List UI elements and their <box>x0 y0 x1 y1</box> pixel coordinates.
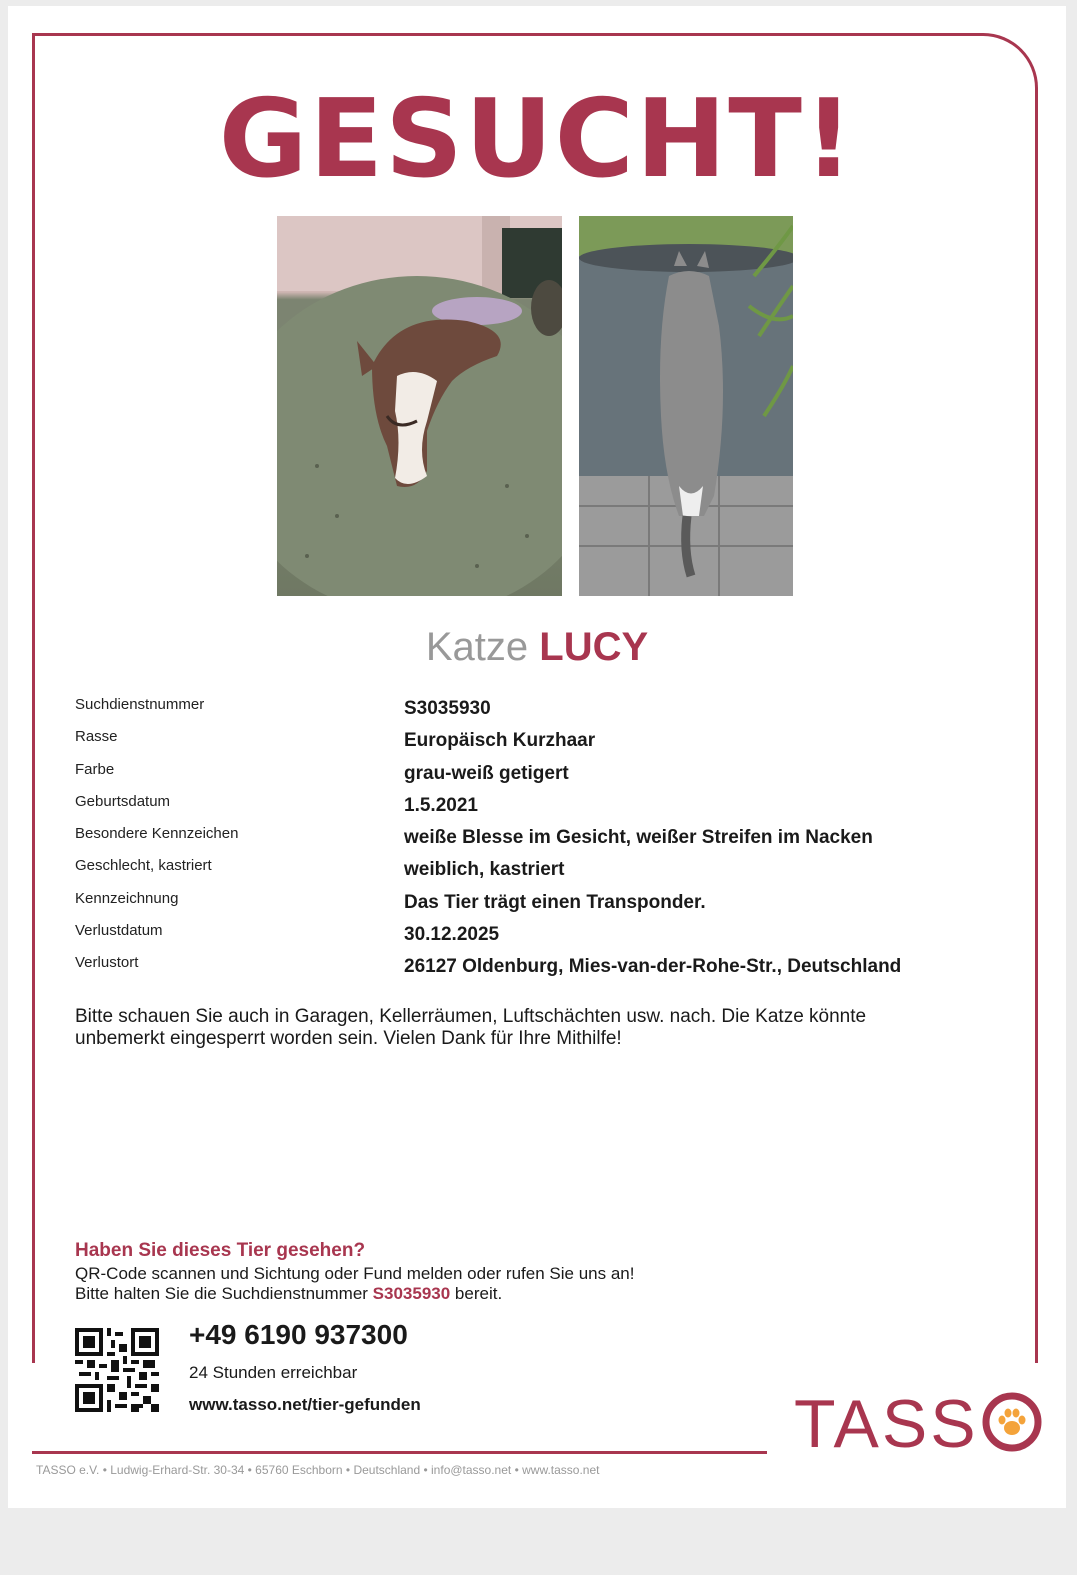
contact-reference <box>75 1284 502 1304</box>
contact-heading: Haben Sie dieses Tier gesehen? <box>75 1240 366 1261</box>
detail-label: Besondere Kennzeichen <box>75 825 239 843</box>
detail-row <box>75 890 975 922</box>
detail-row <box>75 728 975 760</box>
contact-website-link[interactable]: www.tasso.net/tier-gefunden <box>189 1395 421 1414</box>
detail-label: Farbe <box>75 760 115 778</box>
tasso-logo <box>794 1386 1043 1462</box>
cat-photo-standing <box>579 216 793 596</box>
poster-page <box>8 6 1066 1508</box>
detail-label: Geburtsdatum <box>75 792 171 810</box>
contact-availability: 24 Stunden erreichbar <box>189 1363 358 1382</box>
footer-address: TASSO e.V. • Ludwig-Erhard-Str. 30-34 • 65760 Eschborn • Deutschland • info@tasso.net • www.tasso.net <box>36 1463 600 1477</box>
detail-label: Verlustdatum <box>75 922 163 940</box>
detail-label: Rasse <box>75 728 118 746</box>
detail-value: S3035930 <box>404 698 491 719</box>
contact-reference-post: bereit. <box>450 1284 503 1303</box>
details-table <box>75 696 975 987</box>
contact-phone[interactable]: +49 6190 937300 <box>189 1319 408 1350</box>
detail-value: 26127 Oldenburg, Mies-van-der-Rohe-Str., Deutschland <box>404 956 902 978</box>
qr-code-icon[interactable] <box>75 1328 159 1412</box>
detail-label: Verlustort <box>75 954 139 972</box>
detail-row <box>75 857 975 889</box>
detail-label: Kennzeichnung <box>75 889 179 907</box>
search-note: Bitte schauen Sie auch in Garagen, Kellerräumen, Luftschächten usw. nach. Die Katze könnte unbemerkt eingesperrt worden sein. Vielen Dank für Ihre Mithilfe! <box>75 1006 867 1049</box>
detail-row <box>75 922 975 954</box>
animal-name: LUCY <box>539 625 649 669</box>
animal-type: Katze <box>425 625 529 669</box>
contact-reference-pre: Bitte halten Sie die Suchdienstnummer <box>75 1284 373 1303</box>
detail-value: Das Tier trägt einen Transponder. <box>404 891 706 913</box>
poster-frame-bottom <box>32 1451 767 1454</box>
contact-instruction: QR-Code scannen und Sichtung oder Fund melden oder rufen Sie uns an! <box>75 1264 635 1283</box>
search-number-highlight: S3035930 <box>372 1284 451 1303</box>
poster-title: GESUCHT! <box>218 77 856 202</box>
detail-label: Geschlecht, kastriert <box>75 857 212 875</box>
detail-value: weiblich, kastriert <box>404 859 565 881</box>
detail-row <box>75 954 975 986</box>
detail-row <box>75 825 975 857</box>
detail-value: weiße Blesse im Gesicht, weißer Streifen im Nacken <box>404 827 873 849</box>
tasso-logo-text: TASS <box>794 1386 979 1462</box>
detail-value: Europäisch Kurzhaar <box>404 730 596 752</box>
detail-value: grau-weiß getigert <box>404 762 569 784</box>
detail-row <box>75 761 975 793</box>
detail-value: 30.12.2025 <box>404 924 500 946</box>
cat-photo-sleeping <box>277 216 562 596</box>
detail-label: Suchdienstnummer <box>75 696 205 713</box>
paw-icon <box>981 1391 1043 1458</box>
animal-name-heading <box>8 624 1066 670</box>
detail-row <box>75 696 975 728</box>
detail-value: 1.5.2021 <box>404 794 478 816</box>
detail-row <box>75 793 975 825</box>
